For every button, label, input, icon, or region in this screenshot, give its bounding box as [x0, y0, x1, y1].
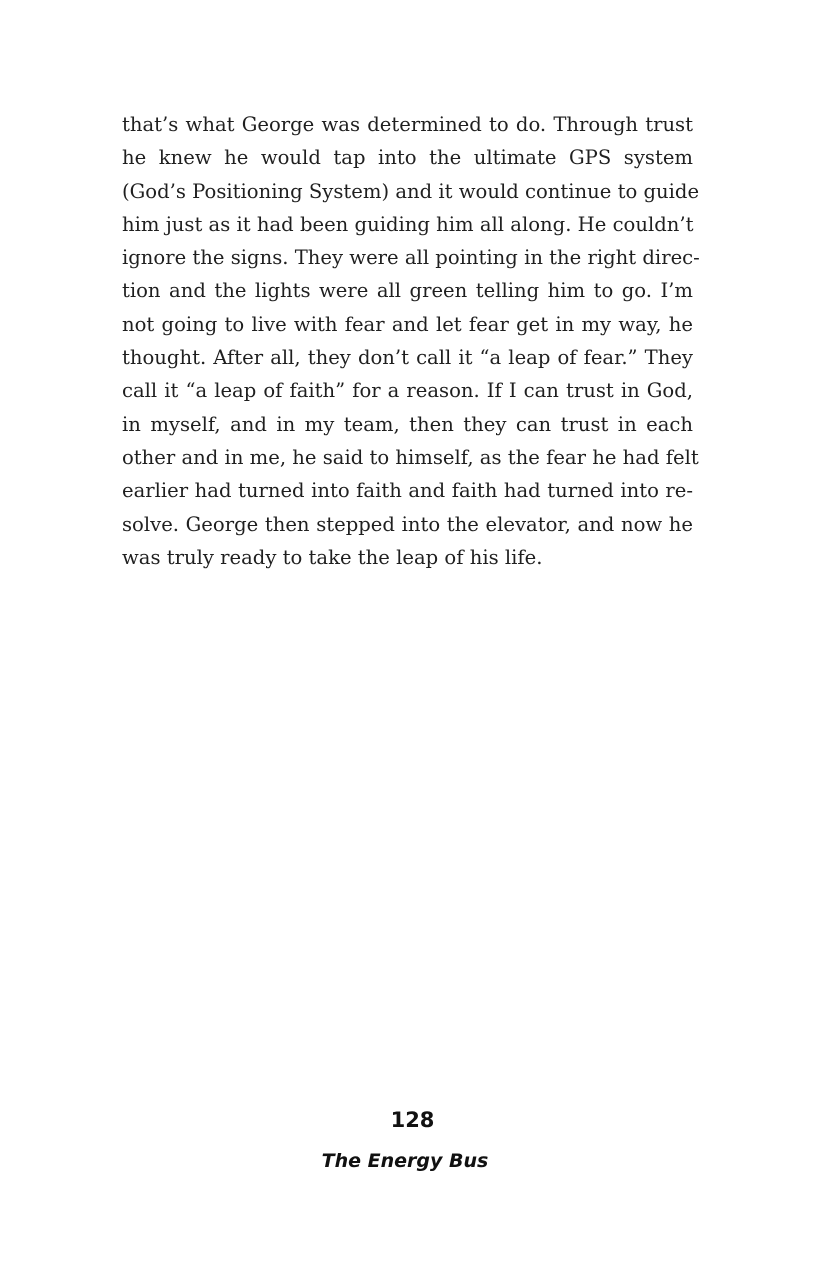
text-line: earlier had turned into faith and faith had turned into re- — [122, 479, 693, 503]
text-line: thought. After all, they don’t call it “a leap of fear.” They — [122, 346, 693, 370]
text-line: in myself, and in my team, then they can trust in each — [122, 412, 693, 436]
text-line: solve. George then stepped into the elevator, and now he — [122, 512, 693, 536]
text-line: other and in me, he said to himself, as the fear he had felt — [122, 445, 699, 469]
text-line: was truly ready to take the leap of his life. — [122, 545, 543, 569]
text-line: not going to live with fear and let fear get in my way, he — [122, 312, 693, 336]
body-paragraph — [122, 108, 700, 574]
text-line: call it “a leap of faith” for a reason. If I can trust in God, — [122, 379, 693, 403]
text-line: (God’s Positioning System) and it would continue to guide — [122, 179, 700, 203]
book-title: The Energy Bus — [321, 1150, 489, 1172]
text-line: him just as it had been guiding him all along. He couldn’t — [122, 212, 694, 236]
text-line: he knew he would tap into the ultimate GPS system — [122, 146, 693, 170]
text-line: that’s what George was determined to do. Through trust — [122, 113, 693, 136]
text-line: ignore the signs. They were all pointing in the right direc- — [122, 246, 700, 270]
text-line: tion and the lights were all green telling him to go. I’m — [122, 279, 693, 303]
page-number: 128 — [390, 1108, 435, 1132]
